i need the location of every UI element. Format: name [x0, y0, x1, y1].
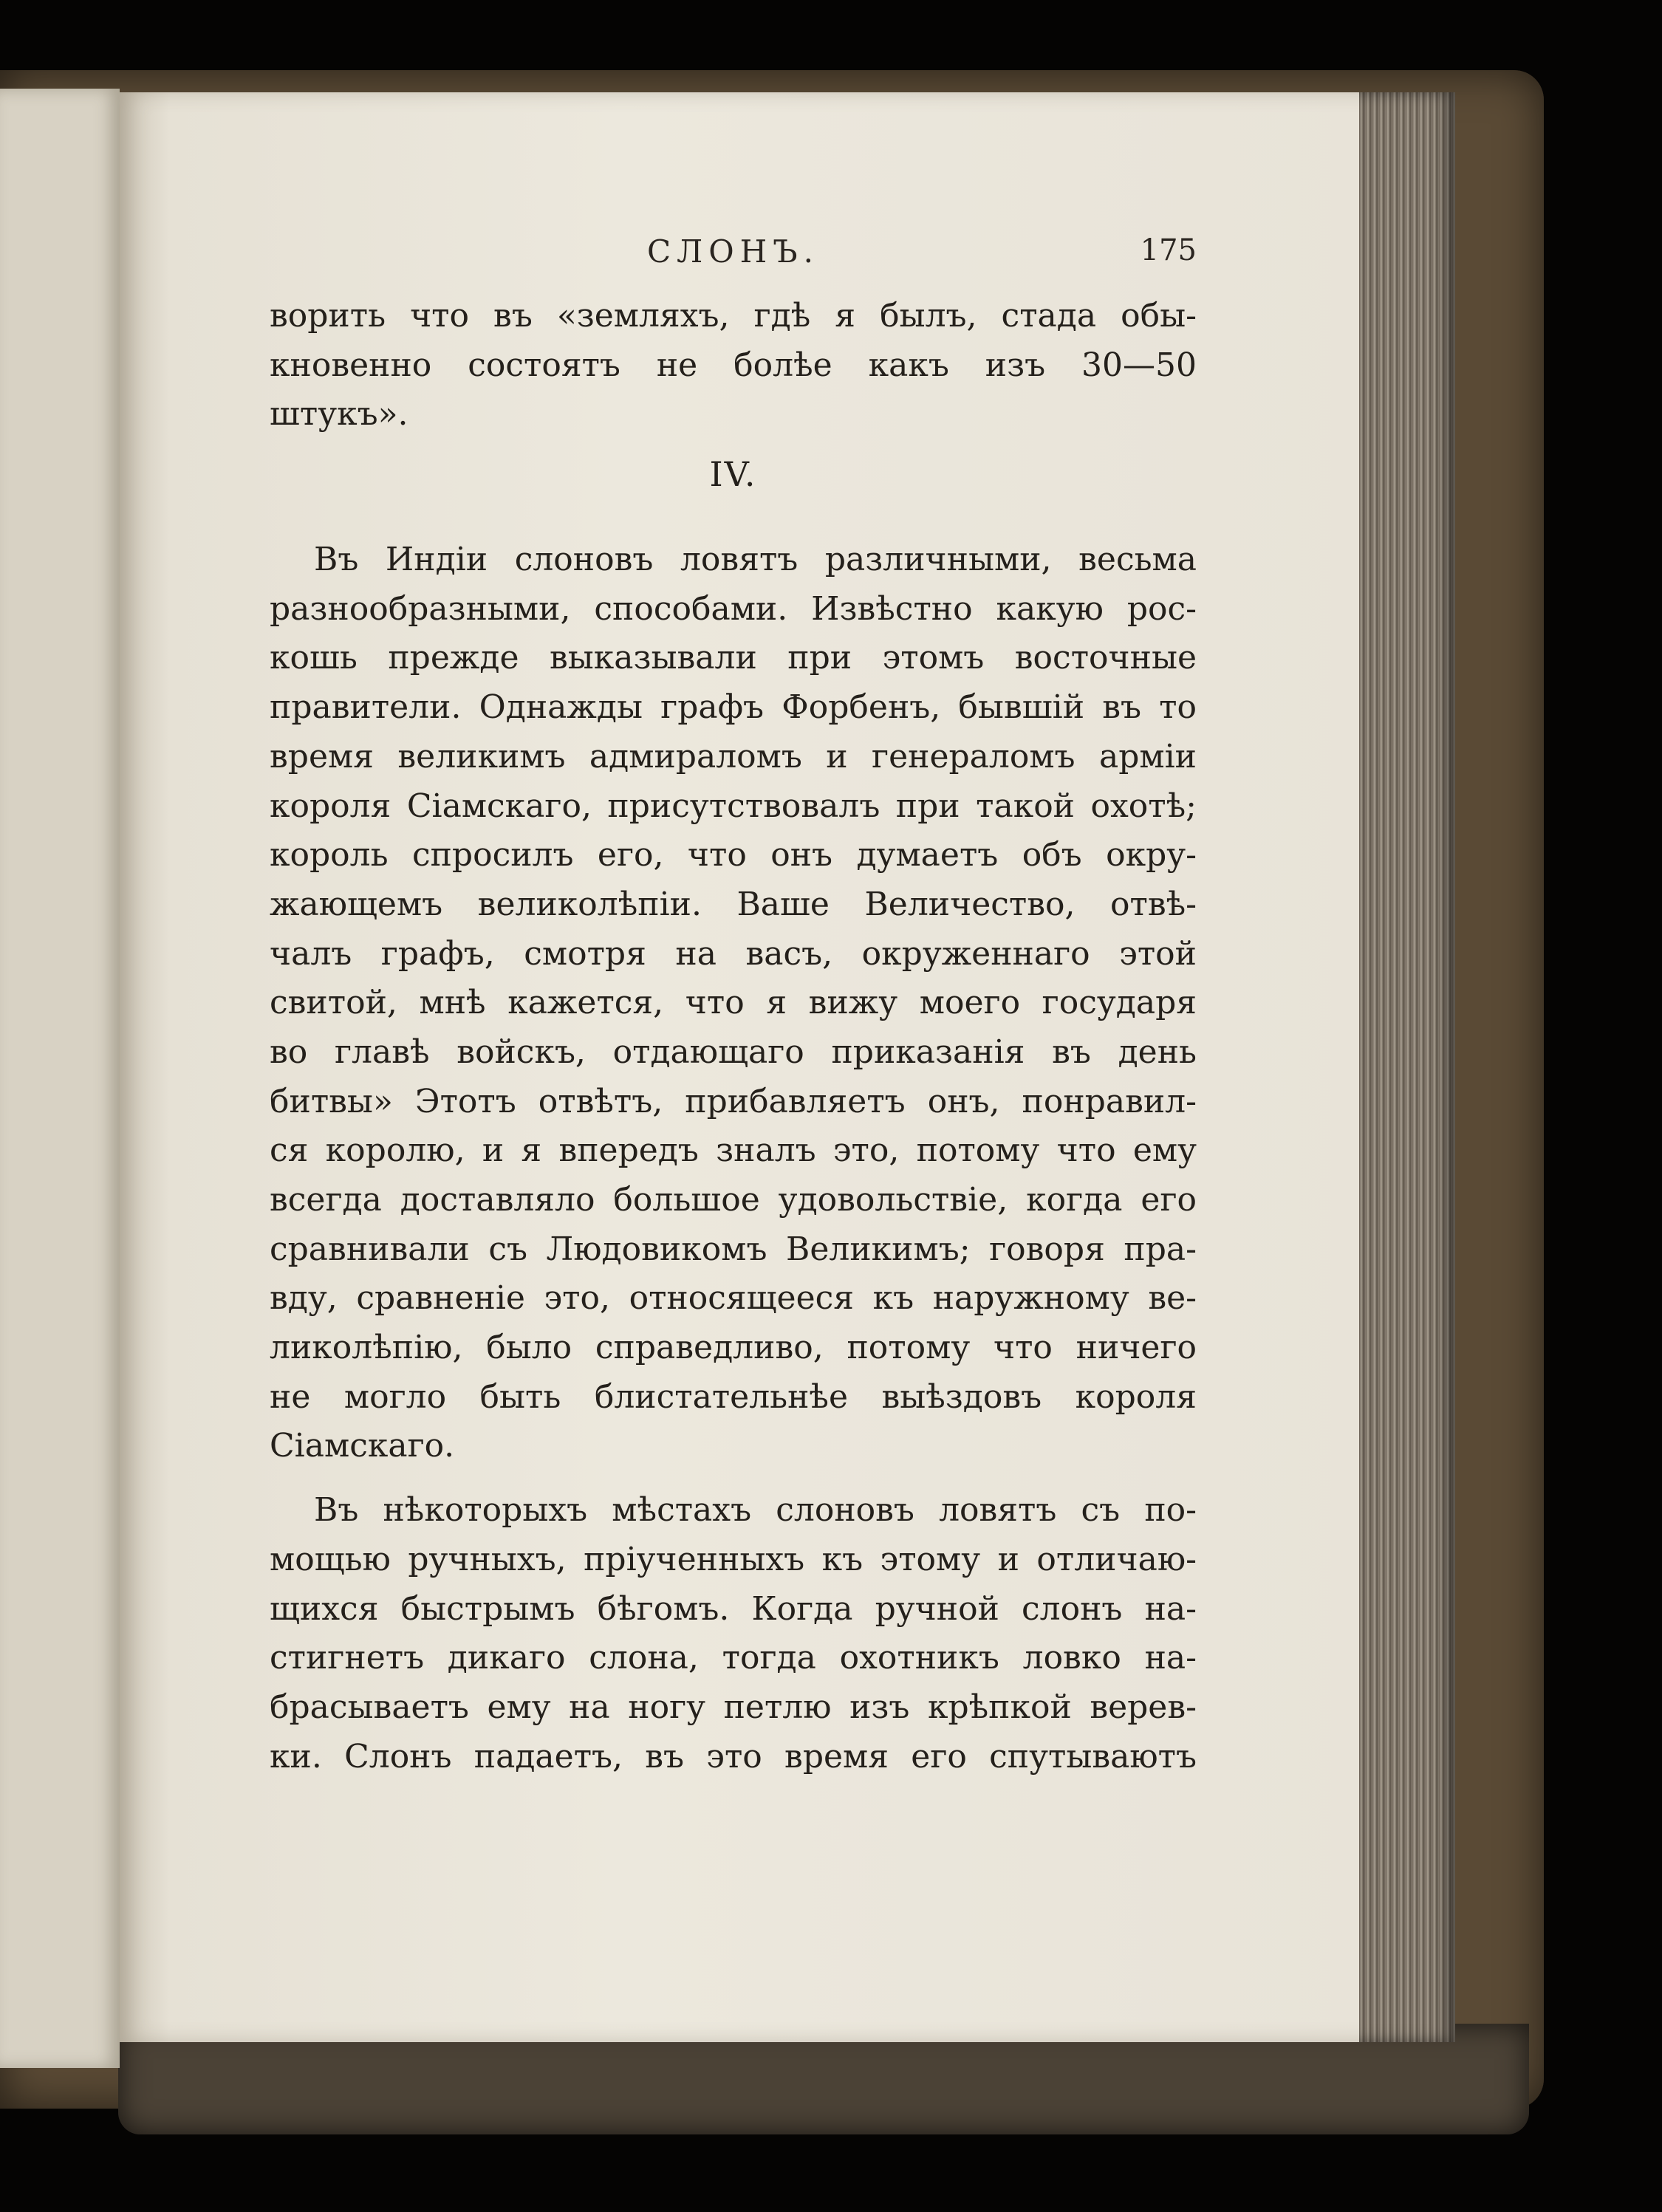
text-block	[270, 292, 1197, 1781]
page-number: 175	[1140, 233, 1197, 267]
text-line: король спросилъ его, что онъ думаетъ объ окру-	[270, 836, 1197, 874]
text-line: щихся быстрымъ бѣгомъ. Когда ручной слонъ на-	[270, 1589, 1197, 1628]
left-page	[0, 89, 120, 2068]
text-line: брасываетъ ему на ногу петлю изъ крѣпкой верев-	[270, 1688, 1197, 1726]
text-line: не могло быть блистательнѣе выѣздовъ короля	[270, 1377, 1197, 1416]
text-line: Въ нѣкоторыхъ мѣстахъ слоновъ ловятъ съ по-	[314, 1491, 1197, 1530]
text-line: разнообразными, способами. Извѣстно какую рос-	[270, 589, 1197, 628]
text-line: правители. Однажды графъ Форбенъ, бывшій въ то	[270, 688, 1197, 727]
text-line: короля Сіамскаго, присутствовалъ при такой охотѣ;	[270, 787, 1197, 825]
page-edges	[1359, 92, 1455, 2042]
text-line: битвы» Этотъ отвѣтъ, прибавляетъ онъ, понравил-	[270, 1082, 1197, 1120]
text-line: во главѣ войскъ, отдающаго приказанія въ день	[270, 1033, 1197, 1071]
text-line: ся королю, и я впередъ зналъ это, потому что ему	[270, 1131, 1197, 1170]
text-line: штукъ».	[270, 395, 408, 434]
text-line: мощью ручныхъ, пріученныхъ къ этому и отличаю-	[270, 1540, 1197, 1578]
text-line: ворить что въ «земляхъ, гдѣ я былъ, стада обы-	[270, 297, 1197, 335]
running-head-title: СЛОНЪ.	[647, 233, 819, 270]
text-line: ки. Слонъ падаетъ, въ это время его спутываютъ	[270, 1737, 1197, 1776]
text-line: ликолѣпію, было справедливо, потому что ничего	[270, 1329, 1197, 1367]
running-head	[270, 233, 1197, 278]
paragraph-gap	[270, 1471, 1197, 1486]
text-line: Сіамскаго.	[270, 1427, 455, 1465]
text-line: кновенно состоятъ не болѣе какъ изъ 30—50	[270, 346, 1197, 384]
text-line: вду, сравненіе это, относящееся къ наружному ве-	[270, 1279, 1197, 1318]
text-line: кошь прежде выказывали при этомъ восточные	[270, 639, 1197, 677]
text-line: стигнетъ дикаго слона, тогда охотникъ ловко на-	[270, 1639, 1197, 1677]
text-line: всегда доставляло большое удовольствіе, когда его	[270, 1181, 1197, 1219]
text-line: время великимъ адмираломъ и генераломъ арміи	[270, 737, 1197, 775]
text-line: сравнивали съ Людовикомъ Великимъ; говоря пра-	[270, 1230, 1197, 1268]
text-line: Въ Индіи слоновъ ловятъ различными, весьма	[314, 541, 1197, 579]
section-heading: IV.	[709, 454, 757, 495]
text-line: жающемъ великолѣпіи. Ваше Величество, отвѣ-	[270, 885, 1197, 923]
text-line: свитой, мнѣ кажется, что я вижу моего государя	[270, 984, 1197, 1022]
text-line: чалъ графъ, смотря на васъ, окруженнаго этой	[270, 934, 1197, 973]
